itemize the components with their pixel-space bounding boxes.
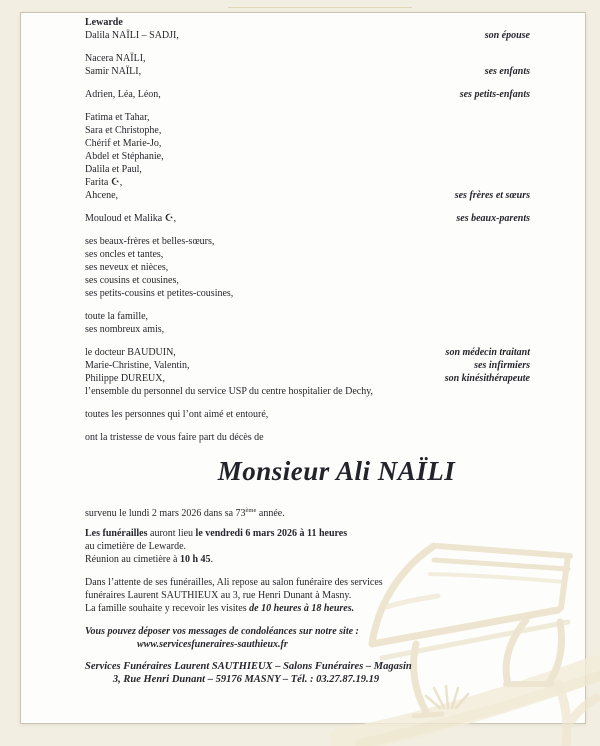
family-names: Marie-Christine, Valentin, [85, 360, 190, 371]
family-line [85, 385, 530, 398]
family-line [85, 287, 530, 300]
family-names: ses cousins et cousines, [85, 275, 179, 286]
family-line [85, 359, 530, 372]
family-names: ses nombreux amis, [85, 324, 165, 335]
relation-label: ses frères et sœurs [454, 190, 530, 201]
family-line [85, 150, 530, 163]
family-names: toutes les personnes qui l’ont aimé et entouré, [85, 409, 269, 420]
family-names: Philippe DUREUX, [85, 373, 165, 384]
funeral-home-name: Services Funéraires Laurent SAUTHIEUX – Salons Funéraires – Magasin [85, 661, 412, 672]
family-line [85, 274, 530, 287]
visiting-hours-line: La famille souhaite y recevoir les visites de 10 heures à 18 heures. [85, 603, 355, 614]
family-names: Dalila et Paul, [85, 164, 142, 175]
family-names: l’ensemble du personnel du service USP du centre hospitalier de Dechy, [85, 386, 374, 397]
family-line [85, 408, 530, 421]
family-line [85, 235, 530, 248]
relation-label: ses enfants [484, 66, 530, 77]
family-names: toute la famille, [85, 311, 149, 322]
family-line [85, 111, 530, 124]
family-names: ses neveux et nièces, [85, 262, 169, 273]
relation-label: son kinésithérapeute [444, 373, 530, 384]
death-date-line: survenu le lundi 2 mars 2026 dans sa 73ème année. [85, 507, 285, 519]
family-names: le docteur BAUDUIN, [85, 347, 176, 358]
family-names: ses oncles et tantes, [85, 249, 164, 260]
funeral-date-line: Les funérailles auront lieu le vendredi 6 mars 2026 à 11 heures [85, 528, 348, 539]
funeral-home-footer [85, 660, 412, 686]
ordinal-superscript: ème [245, 507, 257, 514]
relation-label: ses petits-enfants [459, 89, 530, 100]
family-names: Ahcene, [85, 190, 119, 201]
family-names: Lewarde [85, 17, 123, 28]
family-line [85, 176, 530, 189]
relation-label: ses beaux-parents [456, 213, 530, 224]
repose-paragraph: Dans l’attente de ses funérailles, Ali repose au salon funéraire des services funéraires Laurent SAUTHIEUX au 3, rue Henri Dunant à Masny. La famille souhaite y recevoir les visites de 10 heures à 18 heures. [85, 576, 530, 615]
funeral-home-address: 3, Rue Henri Dunant – 59176 MASNY – Tél. : 03.27.87.19.19 [112, 674, 380, 685]
deceased-name-title: Monsieur Ali NAÏLI [217, 456, 456, 486]
family-line [85, 212, 530, 225]
family-line [85, 52, 530, 65]
family-lines [85, 16, 530, 444]
family-names: Dalila NAÏLI – SADJI, [85, 30, 179, 41]
family-names: Mouloud et Malika ☪, [85, 213, 177, 224]
family-line [85, 16, 530, 29]
family-line [85, 248, 530, 261]
funeral-details [85, 527, 530, 566]
family-line [85, 372, 530, 385]
relation-label: ses infirmiers [474, 360, 530, 371]
family-line [85, 137, 530, 150]
relation-label: son médecin traitant [445, 347, 530, 358]
family-names: Fatima et Tahar, [85, 112, 150, 123]
family-line [85, 65, 530, 78]
family-line [85, 189, 530, 202]
family-names: Farita ☪, [85, 177, 123, 188]
relation-label: son épouse [484, 30, 530, 41]
family-names: ses petits-cousins et petites-cousines, [85, 288, 234, 299]
cemetery-line: au cimetière de Lewarde. [85, 541, 187, 552]
family-line [85, 346, 530, 359]
family-line [85, 323, 530, 336]
family-line [85, 88, 530, 101]
family-names: ont la tristesse de vous faire part du décès de [85, 432, 264, 443]
family-line [85, 124, 530, 137]
family-names: Samir NAÏLI, [85, 66, 142, 77]
family-names: Sara et Christophe, [85, 125, 162, 136]
family-names: ses beaux-frères et belles-sœurs, [85, 236, 215, 247]
family-line [85, 29, 530, 42]
scan-artifact-line [228, 7, 412, 8]
meeting-time-line: Réunion au cimetière à 10 h 45. [85, 554, 214, 565]
condolences-note: Vous pouvez déposer vos messages de condoléances sur notre site : www.servicesfuneraires-sauthieux.fr [85, 625, 530, 651]
announcement-content [85, 16, 530, 686]
family-line [85, 431, 530, 444]
family-line [85, 310, 530, 323]
family-names: Abdel et Stéphanie, [85, 151, 164, 162]
website-url: www.servicesfuneraires-sauthieux.fr [137, 639, 288, 650]
family-names: Nacera NAÏLI, [85, 53, 146, 64]
family-names: Chérif et Marie-Jo, [85, 138, 162, 149]
family-line [85, 261, 530, 274]
family-line [85, 163, 530, 176]
family-names: Adrien, Léa, Léon, [85, 89, 161, 100]
